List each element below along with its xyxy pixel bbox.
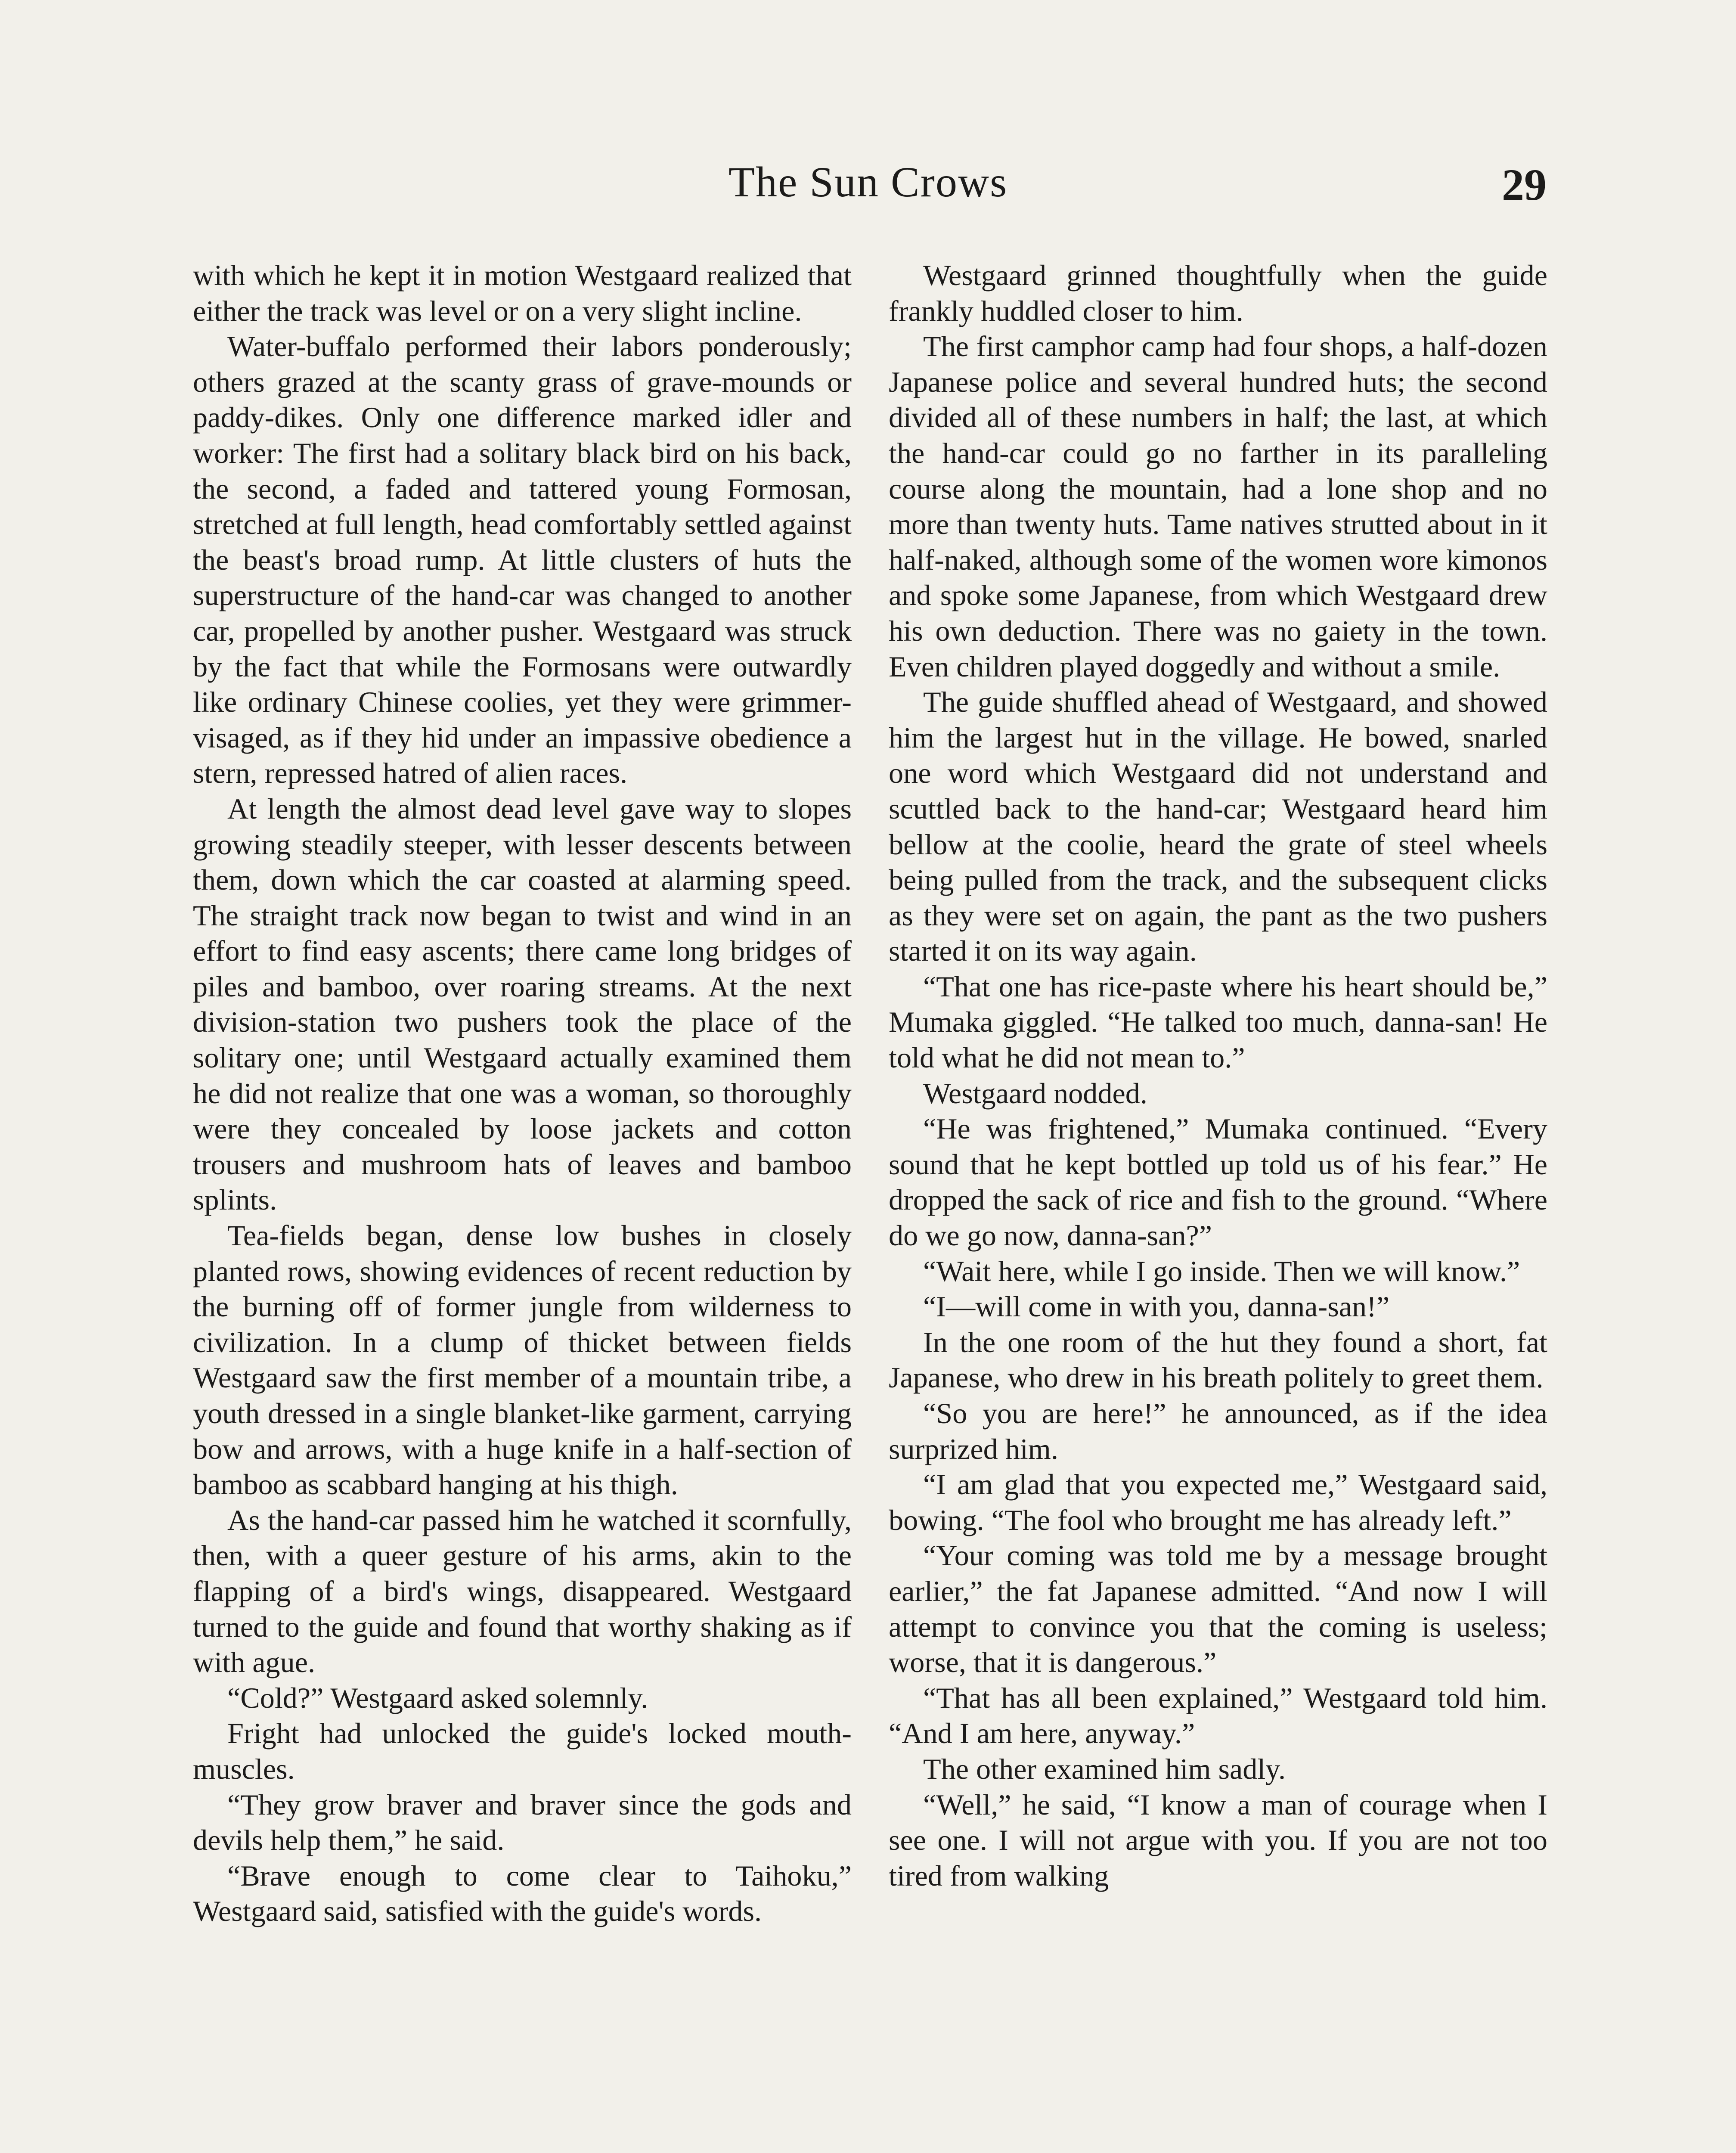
paragraph: As the hand-car passed him he watched it scornfully, then, with a queer gesture of his arms, akin to the flapping of a bird's wings, disappeared. Westgaard turned to the guide and found that worthy shaking as if with ague. <box>193 1503 852 1679</box>
paragraph: “They grow braver and braver since the gods and devils help them,” he said. <box>193 1788 852 1857</box>
paragraph: Westgaard nodded. <box>923 1076 1147 1110</box>
paragraph: “I am glad that you expected me,” Westgaard said, bowing. “The fool who brought me has already left.” <box>889 1468 1547 1536</box>
page-header <box>0 0 1736 241</box>
paragraph: “He was frightened,” Mumaka continued. “Every sound that he kept bottled up told us of his fear.” He dropped the sack of rice and fish to the ground. “Where do we go now, danna-san?” <box>889 1112 1547 1252</box>
page-number: 29 <box>1502 160 1547 210</box>
paragraph: “Your coming was told me by a message brought earlier,” the fat Japanese admitted. “And now I will attempt to convince you that the coming is useless; worse, that it is dangerous.” <box>889 1539 1547 1679</box>
paragraph: “So you are here!” he announced, as if the idea surprized him. <box>889 1397 1547 1465</box>
paragraph: “Well,” he said, “I know a man of courage when I see one. I will not argue with you. If you are not too tired from walking <box>889 1788 1547 1892</box>
right-column <box>889 257 1547 1893</box>
paragraph: Westgaard grinned thoughtfully when the guide frankly huddled closer to him. <box>889 259 1547 327</box>
paragraph: In the one room of the hut they found a short, fat Japanese, who drew in his breath politely to greet them. <box>889 1325 1547 1394</box>
paragraph: The other examined him sadly. <box>923 1752 1286 1785</box>
paragraph: “I—will come in with you, danna-san!” <box>923 1290 1390 1323</box>
left-column <box>193 257 852 1929</box>
paragraph: “Brave enough to come clear to Taihoku,” Westgaard said, satisfied with the guide's words. <box>193 1859 852 1928</box>
paragraph: At length the almost dead level gave way to slopes growing steadily steeper, with lesser descents between them, down which the car coasted at alarming speed. The straight track now began to twist and wind in an effort to find easy ascents; there came long bridges of piles and bamboo, over roaring streams. At the next division-station two pushers took the place of the solitary one; until Westgaard actually examined them he did not realize that one was a woman, so thoroughly were they concealed by loose jackets and cotton trousers and mushroom hats of leaves and bamboo splints. <box>193 792 852 1216</box>
paragraph: with which he kept it in motion Westgaard realized that either the track was level or on a very slight incline. <box>193 259 852 327</box>
paragraph: “Cold?” Westgaard asked solemnly. <box>227 1681 648 1714</box>
paragraph: The guide shuffled ahead of Westgaard, and showed him the largest hut in the village. He bowed, snarled one word which Westgaard did not understand and scuttled back to the hand-car; Westgaard heard him bellow at the coolie, heard the grate of steel wheels being pulled from the track, and the subsequent clicks as they were set on again, the pant as the two pushers started it on its way again. <box>889 686 1547 968</box>
paragraph: The first camphor camp had four shops, a half-dozen Japanese police and several hundred huts; the second divided all of these numbers in half; the last, at which the hand-car could go no farther in its paralleling course along the mountain, had a lone shop and no more than twenty huts. Tame natives strutted about in it half-naked, although some of the women wore kimonos and spoke some Japanese, from which Westgaard drew his own deduction. There was no gaiety in the town. Even children played doggedly and without a smile. <box>889 330 1547 683</box>
paragraph: “That has all been explained,” Westgaard told him. “And I am here, anyway.” <box>889 1681 1547 1750</box>
paragraph: “Wait here, while I go inside. Then we will know.” <box>923 1254 1520 1287</box>
paragraph: Fright had unlocked the guide's locked mouth-muscles. <box>193 1717 852 1785</box>
paragraph: Water-buffalo performed their labors ponderously; others grazed at the scanty grass of grave-mounds or paddy-dikes. Only one difference marked idler and worker: The first had a solitary black bird on his back, the second, a faded and tattered young Formosan, stretched at full length, head comfortably settled against the beast's broad rump. At little clusters of huts the superstructure of the hand-car was changed to another car, propelled by another pusher. Westgaard was struck by the fact that while the Formosans were outwardly like ordinary Chinese coolies, yet they were grimmer-visaged, as if they hid under an impassive obedience a stern, repressed hatred of alien races. <box>193 330 852 790</box>
paragraph: “That one has rice-paste where his heart should be,” Mumaka giggled. “He talked too much, danna-san! He told what he did not mean to.” <box>889 970 1547 1074</box>
running-title: The Sun Crows <box>728 158 1008 206</box>
paragraph: Tea-fields began, dense low bushes in closely planted rows, showing evidences of recent reduction by the burning off of former jungle from wilderness to civilization. In a clump of thicket between fields Westgaard saw the first member of a mountain tribe, a youth dressed in a single blanket-like garment, carrying bow and arrows, with a huge knife in a half-section of bamboo as scabbard hanging at his thigh. <box>193 1219 852 1501</box>
